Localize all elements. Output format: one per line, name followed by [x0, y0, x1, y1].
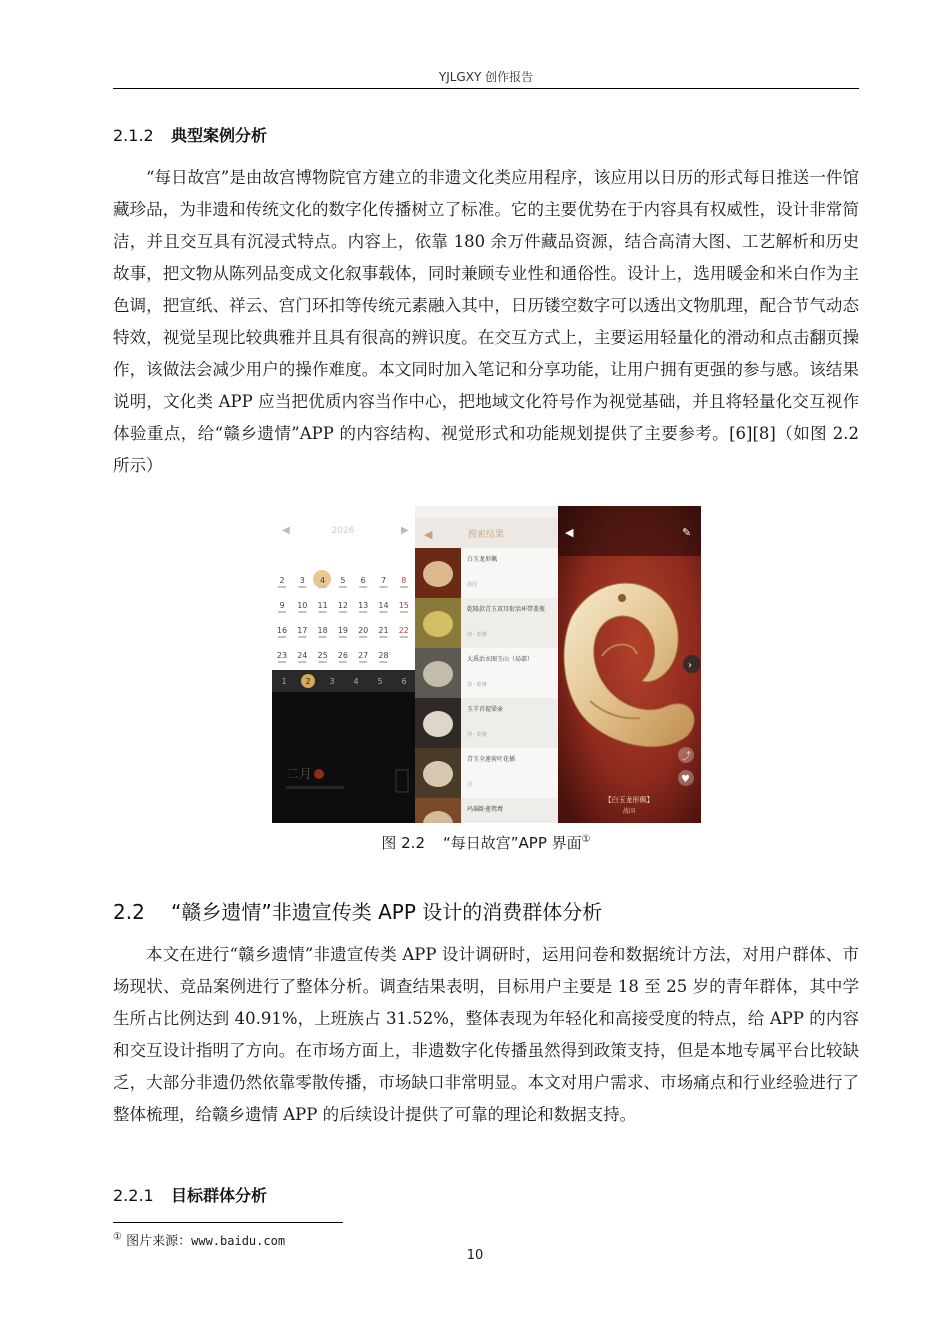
- detail-back-icon[interactable]: ◀: [565, 526, 574, 539]
- calendar-day[interactable]: 8: [401, 576, 407, 585]
- calendar-day-subtitle: [380, 586, 388, 588]
- calendar-day[interactable]: 27: [358, 651, 369, 660]
- header-rule: [113, 88, 859, 89]
- section-number: 2.1.2: [113, 126, 154, 145]
- calendar-day[interactable]: 28: [378, 651, 389, 660]
- calendar-day[interactable]: 3: [299, 576, 305, 585]
- calendar-day-subtitle: [380, 611, 388, 613]
- calendar-screen: [272, 506, 415, 823]
- calendar-day-subtitle: [298, 661, 306, 663]
- section-number: 2.2: [113, 900, 145, 924]
- search-result-era: 清 · 乾隆: [467, 732, 487, 738]
- section-heading-2-2-1: [113, 1183, 267, 1206]
- calendar-day-subtitle: [380, 661, 388, 663]
- paragraph-consumer-analysis: 本文在进行“赣乡遗情”非遗宣传类 APP 设计调研时，运用问卷和数据统计方法，对用户群体、市场现状、竞品案例进行了整体分析。调查结果表明，目标用户主要是 18 至 25 岁的青年群体，其中学生所占比例达到 40.91%，上班族占 31.52%，整体表现为年轻化和高接受度的特点，给 APP 的内容和交互设计指明了方向。在市场方面上，非遗数字化传播虽然得到政策支持，但是本地专属平台比较缺乏，大部分非遗仍然依靠零散传播，市场缺口非常明显。本文对用户需求、市场痛点和行业经验进行了整体梳理，给赣乡遗情 APP 的后续设计提供了可靠的理论和数据支持。: [113, 945, 859, 1124]
- prev-year-icon[interactable]: ◀: [282, 525, 290, 536]
- figure-app-screenshots: [272, 506, 701, 823]
- calendar-day[interactable]: 16: [276, 626, 288, 635]
- calendar-day[interactable]: 26: [337, 651, 348, 660]
- detail-artifact-label: 【白玉龙形佩】: [604, 796, 654, 804]
- calendar-day[interactable]: 15: [398, 601, 409, 610]
- search-result-name: 乾隆款青玉双耳衔活环带盖瓶: [467, 606, 546, 613]
- page-number: 10: [466, 1248, 484, 1263]
- calendar-day[interactable]: 21: [378, 626, 389, 635]
- calendar-day[interactable]: 17: [297, 626, 308, 635]
- share-icon[interactable]: ⤴: [682, 752, 692, 762]
- search-result-name: 白玉龙形佩: [467, 556, 498, 563]
- heart-icon[interactable]: ♥: [681, 774, 690, 785]
- footnote-label: 图片来源：: [126, 1234, 192, 1249]
- calendar-day-subtitle: [339, 636, 347, 638]
- detail-screen: [558, 506, 701, 823]
- footnote: [113, 1230, 285, 1249]
- calendar-day[interactable]: 20: [358, 626, 369, 635]
- figure-caption-text: “每日故宫”APP 界面: [442, 834, 582, 852]
- figure-caption: [113, 832, 859, 853]
- calendar-day[interactable]: 2: [279, 576, 285, 585]
- next-item-button[interactable]: [683, 655, 701, 673]
- artifact-thumbnail-shape: [423, 761, 453, 787]
- search-result-era: 清: [467, 782, 473, 788]
- calendar-day[interactable]: 13: [358, 601, 369, 610]
- calendar-day-subtitle: [278, 611, 286, 613]
- page-dot-number[interactable]: 1: [281, 677, 287, 686]
- calendar-day[interactable]: 23: [276, 651, 288, 660]
- calendar-day-subtitle: [400, 636, 408, 638]
- calendar-day-subtitle: [359, 636, 367, 638]
- calendar-day-subtitle: [339, 586, 347, 588]
- page-dot-number[interactable]: 4: [353, 677, 359, 686]
- page-dot-number[interactable]: 3: [329, 677, 335, 686]
- calendar-day-subtitle: [278, 636, 286, 638]
- calendar-day[interactable]: 12: [337, 601, 348, 610]
- running-header: YJLGXY 创作报告: [438, 70, 534, 84]
- calendar-day-subtitle: [400, 611, 408, 613]
- section-heading-2-1-2: [113, 123, 267, 146]
- search-result-list: [415, 548, 558, 823]
- month-label: 二月: [286, 767, 313, 782]
- section-number: 2.2.1: [113, 1186, 154, 1205]
- footnote-rule: [113, 1222, 343, 1223]
- month-marker-icon: [314, 769, 324, 779]
- search-result-name: 玛瑙卧莲鸳鸯: [467, 806, 504, 813]
- search-result-name: 玉羊首提梁壶: [467, 706, 504, 713]
- chevron-right-icon[interactable]: ›: [688, 660, 692, 671]
- calendar-day-subtitle: [298, 611, 306, 613]
- figure-number: 图 2.2: [381, 834, 425, 852]
- page-dot-number[interactable]: 6: [401, 677, 407, 686]
- calendar-day-subtitle: [278, 661, 286, 663]
- calendar-day-subtitle: [319, 611, 327, 613]
- calendar-day-subtitle: [298, 586, 306, 588]
- artifact-thumbnail-shape: [423, 711, 453, 737]
- calendar-day-subtitle: [359, 611, 367, 613]
- calendar-day[interactable]: 7: [380, 576, 387, 585]
- figure-footnote-mark: ①: [581, 834, 591, 845]
- back-arrow-icon[interactable]: ◀: [424, 528, 433, 541]
- calendar-day-subtitle: [400, 586, 408, 588]
- next-year-icon[interactable]: ▶: [401, 525, 409, 536]
- search-result-era: 战国: [467, 582, 478, 588]
- paragraph-typical-case: “每日故宫”是由故宫博物院官方建立的非遗文化类应用程序，该应用以日历的形式每日推送一件馆藏珍品，为非遗和传统文化的数字化传播树立了标准。它的主要优势在于内容具有权威性，设计非常简洁，并且交互具有沉浸式特点。内容上，依靠 180 余万件藏品资源，结合高清大图、工艺解析和历史故事，把文物从陈列品变成文化叙事载体，同时兼顾专业性和通俗性。设计上，选用暖金和米白作为主色调，把宣纸、祥云、宫门环扣等传统元素融入其中，日历镂空数字可以透出文物肌理，配合节气动态特效，视觉呈现比较典雅并且具有很高的辨识度。在交互方式上，主要运用轻量化的滑动和点击翻页操作，该做法会减少用户的操作难度。本文同时加入笔记和分享功能，让用户拥有更强的参与感。该结果说明，文化类 APP 应当把优质内容当作中心，把地域文化符号作为视觉基础，并且将轻量化交互视作体验重点，给“赣乡遗情”APP 的内容结构、视觉形式和功能规划提供了主要参考。[6][8]（如图 2.2 所示）: [113, 168, 859, 475]
- search-result-era: 清 · 乾隆: [467, 682, 487, 688]
- search-result-era: 清 · 乾隆: [467, 632, 487, 638]
- calendar-day[interactable]: 25: [317, 651, 328, 660]
- calendar-day[interactable]: 24: [297, 651, 308, 660]
- calendar-day[interactable]: 4: [320, 576, 326, 585]
- calendar-year: 2026: [331, 526, 355, 536]
- search-results-screen: [415, 506, 558, 823]
- calendar-day[interactable]: 22: [398, 626, 409, 635]
- footnote-mark: ①: [113, 1231, 122, 1243]
- calendar-day[interactable]: 10: [297, 601, 308, 610]
- calendar-day[interactable]: 14: [378, 601, 389, 610]
- calendar-day-subtitle: [359, 586, 367, 588]
- search-result-name: 青玉全莲荷叶花插: [467, 756, 516, 763]
- section-title: 目标群体分析: [171, 1186, 268, 1205]
- calendar-day-subtitle: [319, 586, 327, 588]
- calendar-day[interactable]: 6: [360, 576, 366, 585]
- calendar-day[interactable]: 11: [317, 601, 328, 610]
- section-title: 典型案例分析: [171, 126, 268, 145]
- artifact-thumbnail-shape: [423, 561, 453, 587]
- search-result-name: 大禹治水图玉山（局部）: [467, 656, 534, 663]
- calendar-day-subtitle: [298, 636, 306, 638]
- page-dot-number[interactable]: 2: [305, 677, 311, 686]
- calendar-day[interactable]: 19: [337, 626, 348, 635]
- footnote-url: www.baidu.com: [191, 1234, 286, 1248]
- calendar-day-subtitle: [319, 661, 327, 663]
- detail-artifact-era: 战国: [622, 808, 636, 815]
- calendar-day-subtitle: [339, 611, 347, 613]
- calendar-day-subtitle: [319, 636, 327, 638]
- section-title: “赣乡遗情”非遗宣传类 APP 设计的消费群体分析: [171, 900, 603, 924]
- section-heading-2-2: [113, 896, 602, 925]
- brush-icon[interactable]: ✎: [682, 526, 692, 539]
- artifact-thumbnail-shape: [423, 611, 453, 637]
- calendar-day[interactable]: 18: [317, 626, 328, 635]
- calendar-day-subtitle: [339, 661, 347, 663]
- search-results-title: 搜索结果: [467, 530, 505, 540]
- calendar-day[interactable]: 5: [340, 576, 346, 585]
- page-dot-number[interactable]: 5: [377, 677, 383, 686]
- calendar-day-subtitle: [359, 661, 367, 663]
- month-subtitle-bar: [286, 786, 344, 789]
- artifact-thumbnail-shape: [423, 661, 453, 687]
- calendar-day-subtitle: [380, 636, 388, 638]
- calendar-day-subtitle: [278, 586, 286, 588]
- calendar-day[interactable]: 9: [279, 601, 285, 610]
